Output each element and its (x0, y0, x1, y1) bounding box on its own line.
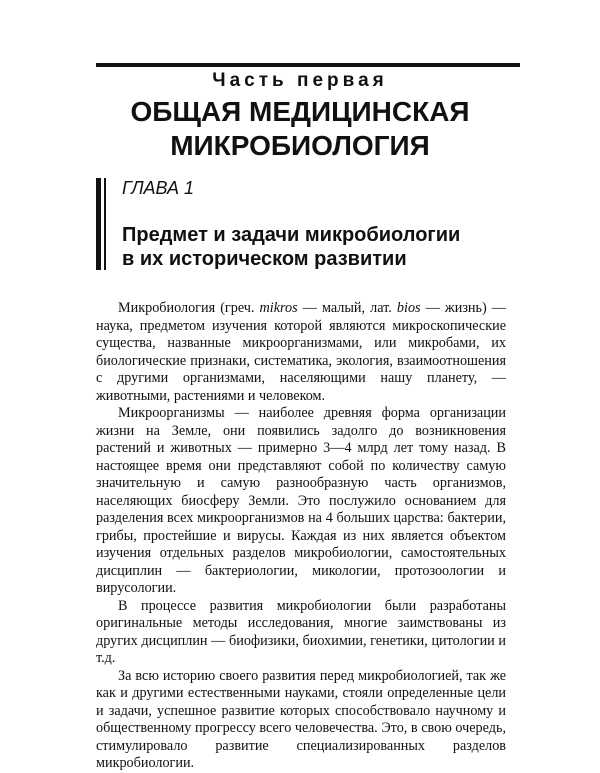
chapter-title-line-1: Предмет и задачи микробиологии (122, 224, 461, 246)
part-title-line-2: МИКРОБИОЛОГИЯ (170, 130, 430, 161)
chapter-title (122, 223, 542, 271)
term-bios: bios (396, 300, 421, 316)
chapter-thin-bar (104, 178, 106, 270)
paragraph-1 (96, 300, 506, 405)
body-text (96, 300, 506, 773)
term-mikros: mikros (259, 300, 298, 316)
paragraph-1-part-a: Микробиология (греч. (118, 300, 260, 316)
part-title-line-1: ОБЩАЯ МЕДИЦИНСКАЯ (130, 96, 470, 127)
part-label: Часть первая (212, 70, 388, 91)
chapter-thick-bar (96, 178, 101, 270)
paragraph-1-part-b: — малый, лат. (297, 300, 397, 316)
paragraph-1-part-c: — жизнь) — наука, предметом изучения которой являются микроскопические существа, названные микроорганизмами, или микробами, их биологические признаки, систематика, экология, взаимоотношения с другими организмами, населяющими нашу планету, — животными, растениями и человеком. (96, 300, 506, 404)
part-title (0, 95, 600, 163)
chapter-title-line-2: в их историческом развитии (122, 248, 407, 270)
paragraph-2: Микроорганизмы — наиболее древняя форма организации жизни на Земле, они появились задолго до возникновения растений и животных — примерно 3—4 млрд лет тому назад. В настоящее время они представляют собой по количеству самую значительную и самую разнообразную часть организмов, населяющих биосферу Земли. Это послужило основанием для разделения всех микроорганизмов на 4 больших царства: бактерии, грибы, простейшие и вирусы. Каждая из них является объектом изучения отдельных разделов микробиологии, самостоятельных дисциплин — бактериологии, микологии, протозоологии и вирусологии. (96, 405, 506, 596)
paragraph-3: В процессе развития микробиологии были разработаны оригинальные методы исследования, многие заимствованы из других дисциплин — биофизики, биохимии, генетики, цитологии и т.д. (96, 597, 506, 666)
paragraph-4: За всю историю своего развития перед микробиологией, так же как и другими естественными науками, стояли определенные цели и задачи, успешное развитие которых способствовало научному и общественному прогрессу всего человечества. Это, в свою очередь, стимулировало развитие специализированных разделов микробиологии. (96, 667, 506, 771)
part-header-rule (96, 63, 520, 67)
chapter-label: ГЛАВА 1 (122, 178, 194, 198)
